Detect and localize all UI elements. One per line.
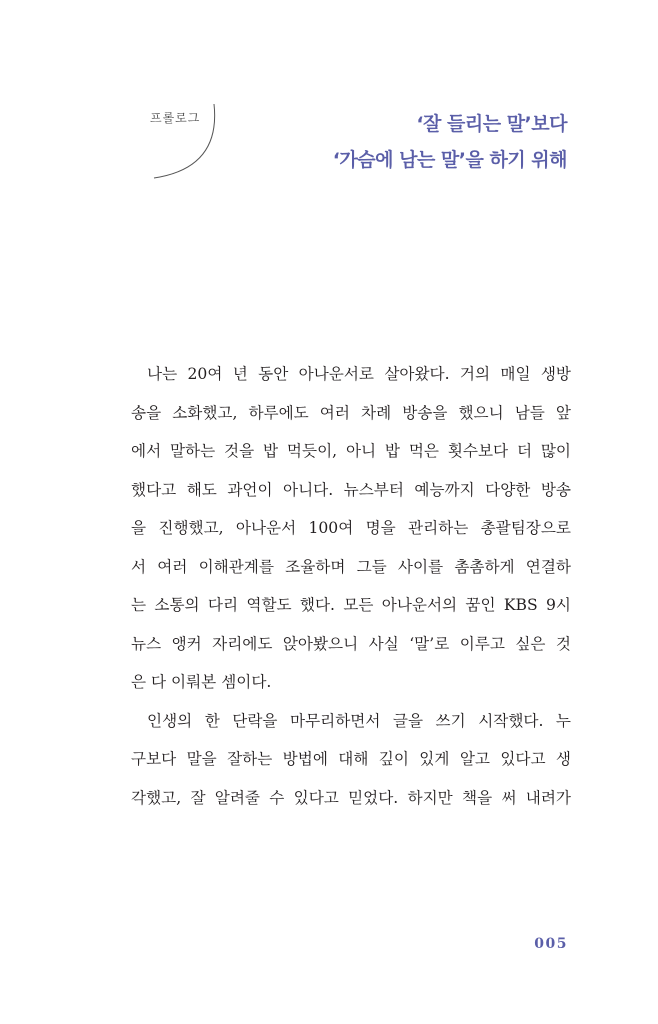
chapter-title-line-2: ‘가슴에 남는 말’을 하기 위해 <box>332 149 567 171</box>
body-line-5: 을 진행했고, 아나운서 100여 명을 관리하는 총괄팀장으로 <box>131 519 571 537</box>
page-number: 005 <box>534 936 568 952</box>
body-line-4: 했다고 해도 과언이 아니다. 뉴스부터 예능까지 다양한 방송 <box>131 480 571 499</box>
chapter-title-line-1: ‘잘 들리는 말’보다 <box>416 113 567 135</box>
body-line-8: 뉴스 앵커 자리에도 앉아봤으니 사실 ‘말’로 이루고 싶은 것 <box>131 634 571 653</box>
section-label: 프롤로그 <box>150 111 201 125</box>
body-line-2: 송을 소화했고, 하루에도 여러 차례 방송을 했으니 남들 앞 <box>131 403 571 422</box>
body-line-7: 는 소통의 다리 역할도 했다. 모든 아나운서의 꿈인 KBS 9시 <box>131 596 571 614</box>
body-line-6: 서 여러 이해관계를 조율하며 그들 사이를 촘촘하게 연결하 <box>131 557 571 576</box>
body-line-1: 나는 20여 년 동안 아나운서로 살아왔다. 거의 매일 생방 <box>147 365 571 383</box>
body-line-9: 은 다 이뤄본 셈이다. <box>131 673 272 691</box>
body-line-3: 에서 말하는 것을 밥 먹듯이, 아니 밥 먹은 횟수보다 더 많이 <box>131 442 571 460</box>
body-text <box>131 355 571 817</box>
body-line-12: 각했고, 잘 알려줄 수 있다고 믿었다. 하지만 책을 써 내려가 <box>131 788 571 807</box>
body-line-10: 인생의 한 단락을 마무리하면서 글을 쓰기 시작했다. 누 <box>147 711 571 730</box>
chapter-header <box>0 0 658 200</box>
body-line-11: 구보다 말을 잘하는 방법에 대해 깊이 있게 알고 있다고 생 <box>131 750 571 768</box>
chapter-title <box>333 106 567 178</box>
